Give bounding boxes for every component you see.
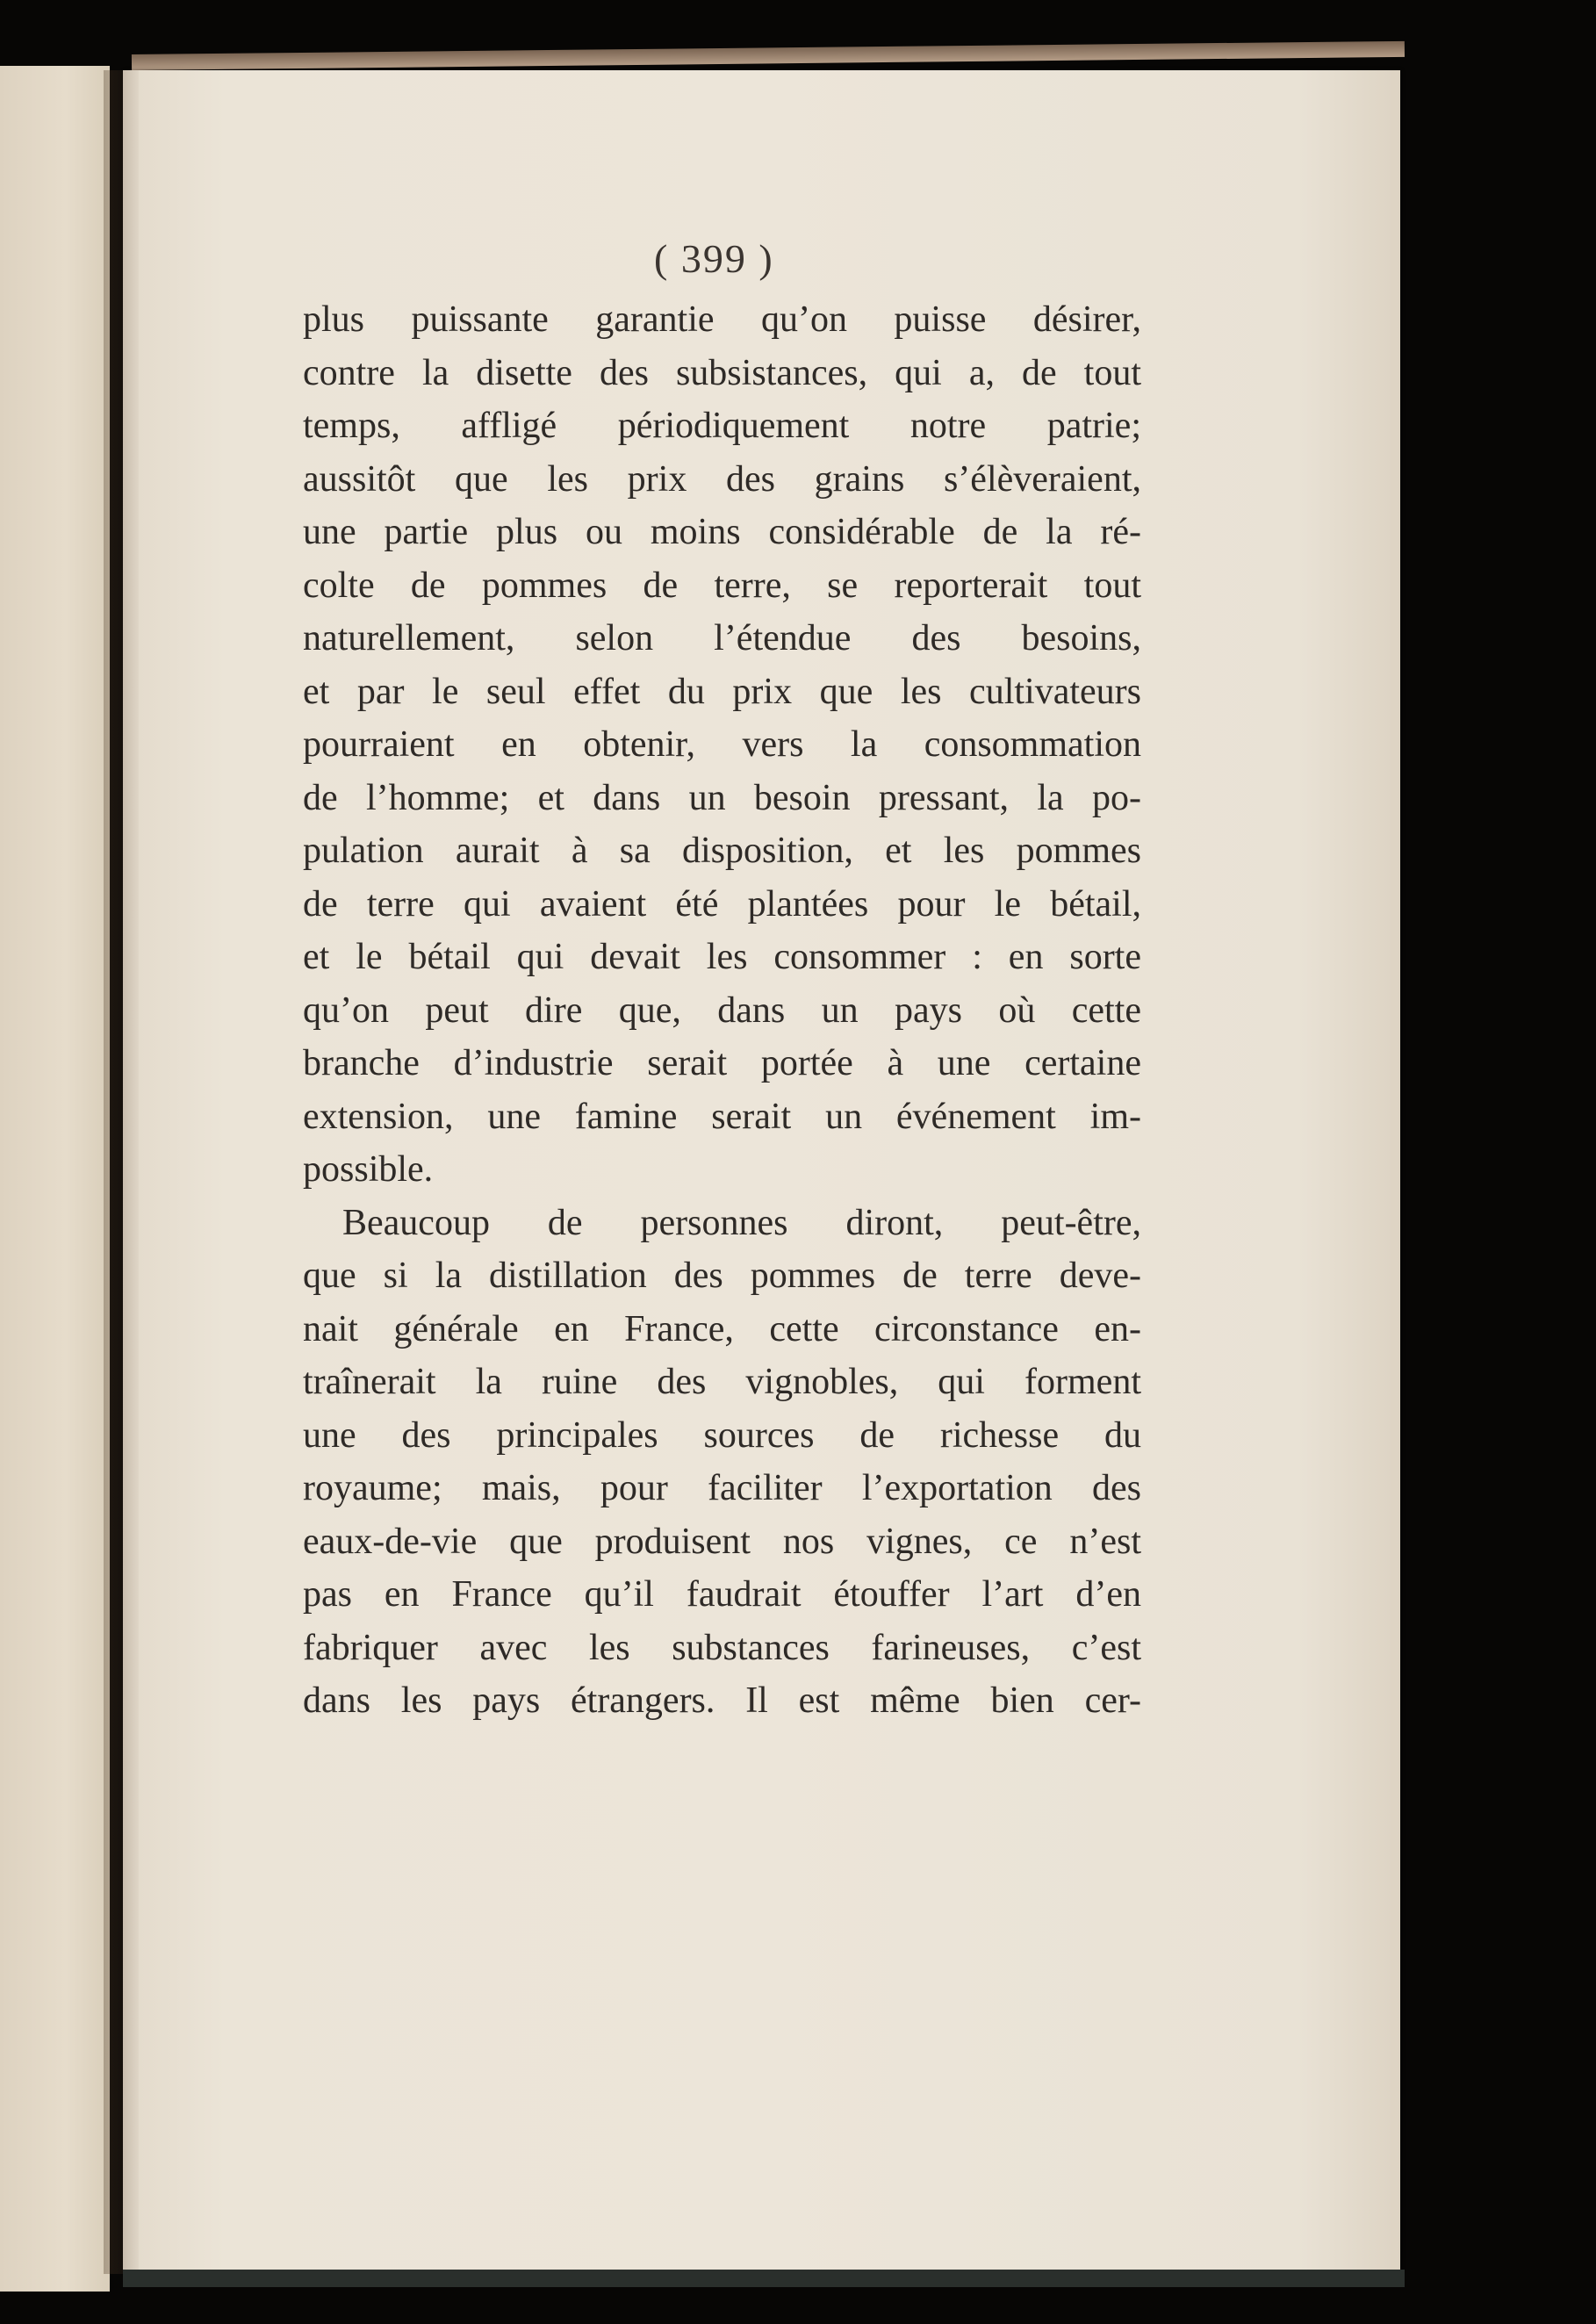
text-line: dans les pays étrangers. Il est même bien cer- (303, 1680, 1141, 1721)
text-line: extension, une famine serait un événement im- (303, 1096, 1141, 1137)
page-number: ( 399 ) (654, 236, 774, 281)
text-line: pourraient en obtenir, vers la consommation (303, 724, 1141, 765)
book-top-edge (132, 41, 1405, 70)
text-line: de l’homme; et dans un besoin pressant, la po- (303, 777, 1141, 818)
text-line: une partie plus ou moins considérable de la ré- (303, 512, 1141, 552)
text-line: traînerait la ruine des vignobles, qui forment (303, 1362, 1141, 1402)
text-line: aussitôt que les prix des grains s’élèveraient, (303, 458, 1141, 500)
page-gutter-shadow (104, 70, 139, 2274)
text-line: naturellement, selon l’étendue des besoins, (303, 618, 1141, 658)
text-line: pulation aurait à sa disposition, et les pommes (303, 831, 1141, 871)
text-line: et par le seul effet du prix que les cultivateurs (303, 671, 1141, 712)
text-line: une des principales sources de richesse du (303, 1414, 1141, 1456)
book-bottom-edge (123, 2270, 1405, 2287)
text-line: Beaucoup de personnes diront, peut-être, (342, 1202, 1141, 1243)
text-line: pas en France qu’il faudrait étouffer l’art d’en (303, 1574, 1141, 1615)
text-line: contre la disette des subsistances, qui a, de tout (303, 352, 1141, 393)
text-line: branche d’industrie serait portée à une certaine (303, 1043, 1141, 1083)
text-line: fabriquer avec les substances farineuses, c’est (303, 1627, 1141, 1668)
text-line: qu’on peut dire que, dans un pays où cette (303, 989, 1141, 1031)
text-line: temps, affligé périodiquement notre patrie; (303, 406, 1141, 446)
text-line: colte de pommes de terre, se reporterait tout (303, 565, 1141, 606)
text-line: nait générale en France, cette circonstance en- (303, 1308, 1141, 1349)
text-line: plus puissante garantie qu’on puisse désirer, (303, 299, 1141, 340)
text-line: que si la distillation des pommes de terre deve- (303, 1256, 1141, 1296)
facing-page-left (0, 66, 110, 2292)
body-text (303, 293, 1141, 1728)
text-line: de terre qui avaient été plantées pour le bétail, (303, 883, 1141, 925)
text-line: eaux-de-vie que produisent nos vignes, ce n’est (303, 1521, 1141, 1562)
text-line: et le bétail qui devait les consommer : en sorte (303, 937, 1141, 977)
text-line: royaume; mais, pour faciliter l’exportation des (303, 1468, 1141, 1508)
text-line: possible. (303, 1149, 434, 1190)
